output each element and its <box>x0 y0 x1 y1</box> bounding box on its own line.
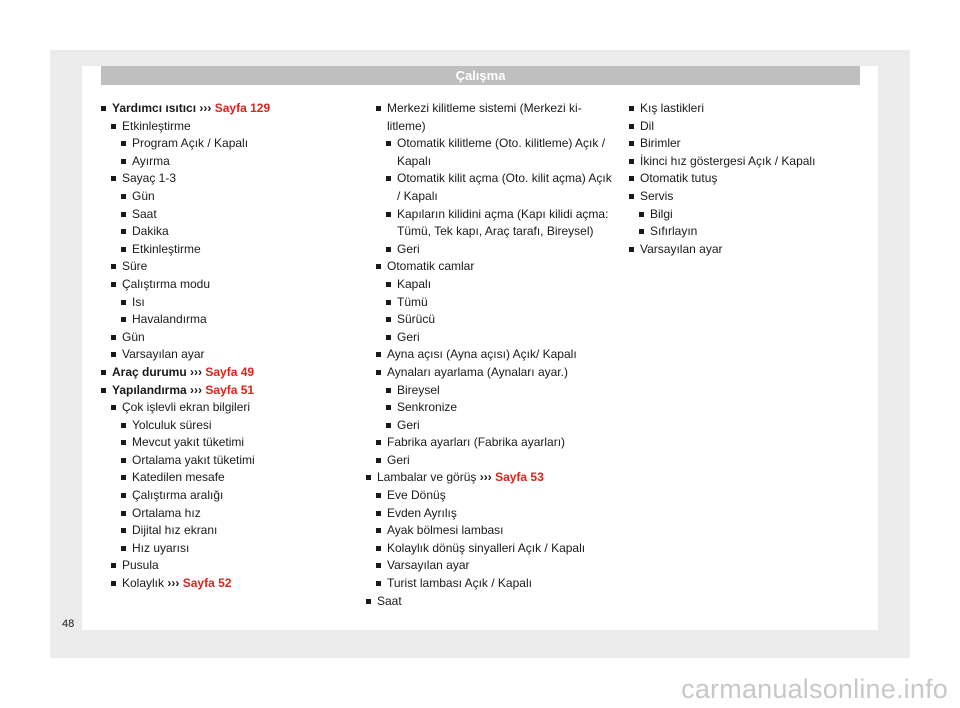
list-item-text: Havalandırma <box>132 312 207 327</box>
list-item <box>121 153 351 171</box>
list-item <box>121 206 351 224</box>
reference-arrow-icon: ››› <box>190 382 203 397</box>
list-item <box>386 294 616 312</box>
list-item <box>386 135 616 170</box>
list-item <box>111 346 351 364</box>
list-item-text: Senkronize <box>397 400 458 415</box>
list-item <box>111 170 351 188</box>
list-item-text: Kolaylık <box>122 576 165 591</box>
list-item <box>101 382 351 400</box>
list-item <box>121 294 351 312</box>
list-item <box>629 100 859 118</box>
list-item <box>121 487 351 505</box>
list-item <box>376 540 616 558</box>
list-item <box>121 452 351 470</box>
list-item-text: Ortalama yakıt tüketimi <box>132 452 255 467</box>
list-item-text: Dil <box>640 118 654 133</box>
reference-arrow-icon: ››› <box>190 364 203 379</box>
list-item-text: Evden Ayrılış <box>387 505 457 520</box>
list-item <box>101 100 351 118</box>
list-item-text: Dijital hız ekranı <box>132 523 218 538</box>
list-item-text: Geri <box>397 241 420 256</box>
column-3 <box>629 100 859 258</box>
list-item-text: Eve Dönüş <box>387 488 446 503</box>
list-item <box>111 329 351 347</box>
list-item-text: Yardımcı ısıtıcı <box>112 101 197 115</box>
list-item-text: Geri <box>397 417 420 432</box>
list-item <box>386 311 616 329</box>
list-item <box>386 170 616 205</box>
list-item-text: Servis <box>640 188 674 203</box>
list-item <box>121 540 351 558</box>
list-item-text: Katedilen mesafe <box>132 470 225 485</box>
list-item <box>111 575 351 593</box>
list-item <box>111 399 351 417</box>
list-item <box>376 346 616 364</box>
list-item-text: Gün <box>132 188 155 203</box>
list-item <box>376 575 616 593</box>
list-item <box>629 118 859 136</box>
column-1 <box>101 100 351 593</box>
list-item <box>121 522 351 540</box>
list-item-text: Tümü <box>397 294 428 309</box>
list-item <box>386 417 616 435</box>
list-item <box>376 522 616 540</box>
list-item-text: Süre <box>122 259 148 274</box>
page-number: 48 <box>62 618 75 630</box>
list-item <box>376 258 616 276</box>
list-item <box>386 399 616 417</box>
list-item <box>376 434 616 452</box>
list-item-text: Gün <box>122 329 145 344</box>
reference-arrow-icon: ››› <box>199 101 212 115</box>
list-item <box>111 276 351 294</box>
list-item-text: Kapıların kilidini açma (Kapı kilidi açma: Tümü, Tek kapı, Araç tarafı, Bireysel) <box>397 206 609 239</box>
list-item <box>121 469 351 487</box>
list-item-text: Kapalı <box>397 276 432 291</box>
list-item-text: Sürücü <box>397 312 436 327</box>
list-item-text: Ayak bölmesi lambası <box>387 523 504 538</box>
list-item <box>639 223 859 241</box>
list-item-text: Otomatik camlar <box>387 259 475 274</box>
list-item <box>366 469 616 487</box>
list-item <box>386 241 616 259</box>
list-item <box>629 188 859 206</box>
list-item-text: Kolaylık dönüş sinyalleri Açık / Kapalı <box>387 540 586 555</box>
list-item <box>376 452 616 470</box>
list-item <box>629 135 859 153</box>
page-reference-link[interactable]: Sayfa 129 <box>214 101 271 115</box>
list-item <box>121 434 351 452</box>
list-item <box>121 505 351 523</box>
list-item-text: Otomatik kilit açma (Oto. kilit açma) Açık / Kapalı <box>397 171 612 203</box>
list-item-text: Hız uyarısı <box>132 540 190 555</box>
list-item-text: Merkezi kilitleme sistemi (Merkezi ki-litleme) <box>387 101 582 133</box>
list-item-text: Çalıştırma aralığı <box>132 488 224 503</box>
list-item-text: Saat <box>377 593 402 608</box>
list-item <box>376 364 616 382</box>
list-item-text: Bireysel <box>397 382 440 397</box>
list-item <box>386 382 616 400</box>
page-reference-link[interactable]: Sayfa 51 <box>205 382 255 397</box>
page-reference-link[interactable]: Sayfa 49 <box>205 364 255 379</box>
list-item-text: Ortalama hız <box>132 505 201 520</box>
list-item <box>101 364 351 382</box>
list-item <box>121 417 351 435</box>
list-item-text: Program Açık / Kapalı <box>132 136 249 151</box>
list-item <box>111 118 351 136</box>
list-item-text: Geri <box>397 329 420 344</box>
list-item-text: Bilgi <box>650 206 673 221</box>
list-item-text: Turist lambası Açık / Kapalı <box>387 576 532 591</box>
list-item-text: Çalıştırma modu <box>122 276 211 291</box>
list-item <box>629 241 859 259</box>
reference-arrow-icon: ››› <box>479 470 492 485</box>
list-item-text: Fabrika ayarları (Fabrika ayarları) <box>387 435 566 450</box>
list-item-text: Isı <box>132 294 145 309</box>
list-item-text: Ayna açısı (Ayna açısı) Açık/ Kapalı <box>387 347 577 362</box>
list-item <box>121 223 351 241</box>
list-item-text: Yolculuk süresi <box>132 417 212 432</box>
list-item <box>121 241 351 259</box>
list-item-text: Sayaç 1-3 <box>122 171 177 186</box>
watermark: carmanualsonline.info <box>681 674 948 704</box>
list-item-text: Otomatik tutuş <box>640 171 718 186</box>
list-item-text: Varsayılan ayar <box>387 558 470 573</box>
list-item <box>376 557 616 575</box>
list-item <box>111 557 351 575</box>
list-item-text: Sıfırlayın <box>650 224 698 239</box>
list-item <box>366 593 616 611</box>
list-item <box>111 258 351 276</box>
list-item <box>121 311 351 329</box>
section-header: Çalışma <box>101 66 860 85</box>
list-item-text: Ayırma <box>132 153 170 168</box>
list-item <box>629 153 859 171</box>
list-item-text: Varsayılan ayar <box>640 241 723 256</box>
list-item-text: Aynaları ayarlama (Aynaları ayar.) <box>387 364 568 379</box>
list-item <box>376 487 616 505</box>
list-item-text: Saat <box>132 206 157 221</box>
list-item-text: Mevcut yakıt tüketimi <box>132 435 245 450</box>
list-item <box>639 206 859 224</box>
list-item-text: Geri <box>387 452 410 467</box>
list-item-text: Çok işlevli ekran bilgileri <box>122 400 251 415</box>
list-item-text: Araç durumu <box>112 364 187 379</box>
list-item-text: Pusula <box>122 558 159 573</box>
reference-arrow-icon: ››› <box>167 576 180 591</box>
list-item <box>386 276 616 294</box>
list-item <box>376 100 616 135</box>
list-item-text: Lambalar ve görüş <box>377 470 477 485</box>
list-item-text: Varsayılan ayar <box>122 347 205 362</box>
list-item <box>386 206 616 241</box>
list-item-text: Yapılandırma <box>112 382 187 397</box>
list-item-text: İkinci hız göstergesi Açık / Kapalı <box>640 153 816 168</box>
list-item <box>376 505 616 523</box>
list-item <box>121 188 351 206</box>
column-2 <box>366 100 616 610</box>
list-item <box>629 170 859 188</box>
list-item <box>386 329 616 347</box>
page-reference-link[interactable]: Sayfa 52 <box>182 576 232 591</box>
list-item-text: Otomatik kilitleme (Oto. kilitleme) Açık / Kapalı <box>397 136 606 168</box>
list-item-text: Dakika <box>132 224 169 239</box>
list-item-text: Etkinleştirme <box>122 118 191 133</box>
list-item-text: Etkinleştirme <box>132 241 201 256</box>
page-reference-link[interactable]: Sayfa 53 <box>495 470 544 485</box>
list-item-text: Birimler <box>640 136 681 151</box>
list-item-text: Kış lastikleri <box>640 101 705 115</box>
list-item <box>121 135 351 153</box>
